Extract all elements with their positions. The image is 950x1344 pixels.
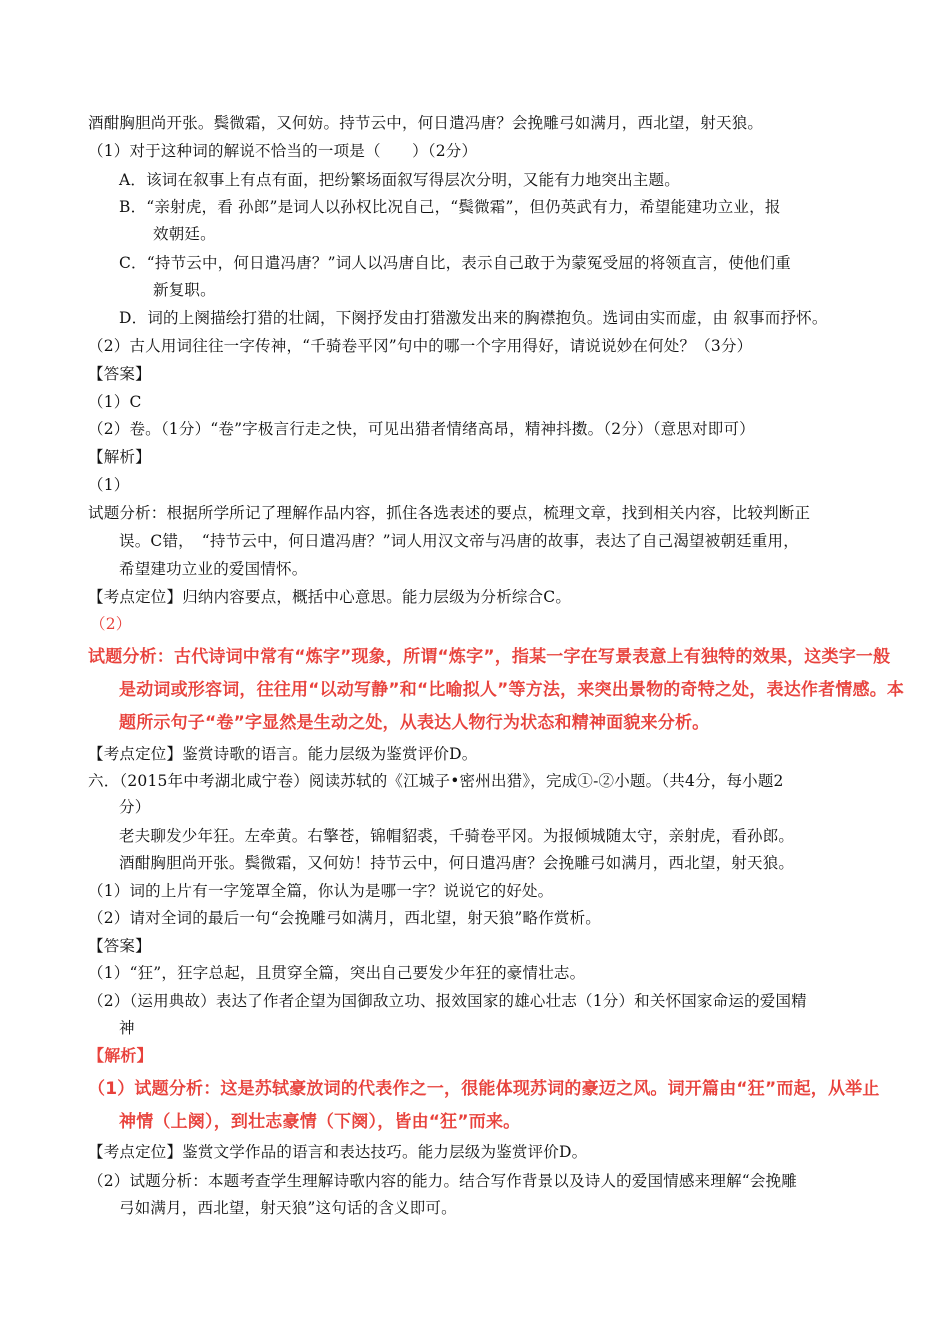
option-b: B．“亲射虎，看 孙郎”是词人以孙权比况自己，“鬓微霜”，但仍英武有力，希望能建功立业，报 xyxy=(119,198,781,216)
answer-heading: 【答案】 xyxy=(88,365,151,383)
analysis-1-label: （1） xyxy=(88,476,130,494)
analysis-2-text-cont: 是动词或形容词，往往用“以动写静”和“比喻拟人”等方法，来突出景物的奇特之处，表达作者情感。本 xyxy=(119,680,905,700)
analysis-2-text-cont2: 题所示句子“卷”字显然是生动之处，从表达人物行为状态和精神面貌来分析。 xyxy=(119,713,710,733)
q6-analysis-1-cont: 神情（上阕），到壮志豪情（下阕），皆由“狂”而来。 xyxy=(119,1112,521,1132)
option-a: A．该词在叙事上有点有面，把纷繁场面叙写得层次分明，又能有力地突出主题。 xyxy=(119,171,680,189)
analysis-1-text-cont: 误。C错， “持节云中，何日遣冯唐？”词人用汉文帝与冯唐的故事，表达了自己渴望被朝廷重用， xyxy=(119,532,799,550)
question-2: （2）古人用词往往一字传神，“千骑卷平冈”句中的哪一个字用得好，请说说妙在何处？（3分） xyxy=(88,337,753,355)
question-6-cont: 分） xyxy=(119,798,151,816)
q6-analysis-1: （1）试题分析：这是苏轼豪放词的代表作之一，很能体现苏词的豪迈之风。词开篇由“狂”而起，从举止 xyxy=(88,1079,880,1099)
q6-analysis-2: （2）试题分析：本题考查学生理解诗歌内容的能力。结合写作背景以及诗人的爱国情感来理解“会挽雕 xyxy=(88,1172,797,1190)
option-d: D．词的上阕描绘打猎的壮阔，下阕抒发由打猎激发出来的胸襟抱负。选词由实而虚，由 叙事而抒怀。 xyxy=(119,309,828,327)
q6-analysis-2-cont: 弓如满月，西北望，射天狼”这句话的含义即可。 xyxy=(119,1199,457,1217)
option-c-cont: 新复职。 xyxy=(153,281,216,299)
key-point-1: 【考点定位】归纳内容要点，概括中心意思。能力层级为分析综合C。 xyxy=(88,588,572,606)
analysis-1-text: 试题分析：根据所学所记了理解作品内容，抓住各选表述的要点，梳理文章，找到相关内容，比较判断正 xyxy=(88,504,811,522)
q6-analysis-heading: 【解析】 xyxy=(88,1046,153,1065)
question-6: 六．（2015年中考湖北咸宁卷）阅读苏轼的《江城子•密州出猎》，完成①-②小题。（共4分，每小题2 xyxy=(88,772,784,790)
question-1: （1）对于这种词的解说不恰当的一项是（ ）（2分） xyxy=(88,142,478,160)
q6-answer-2: （2）（运用典故）表达了作者企望为国御敌立功、报效国家的雄心壮志（1分）和关怀国家命运的爱国精 xyxy=(88,992,807,1010)
analysis-heading: 【解析】 xyxy=(88,448,151,466)
option-b-cont: 效朝廷。 xyxy=(153,225,216,243)
poem-line-1: 老夫聊发少年狂。左牵黄。右擎苍，锦帽貂裘，千骑卷平冈。为报倾城随太守，亲射虎，看孙郎。 xyxy=(119,827,795,845)
poem-line-2: 酒酣胸胆尚开张。鬓微霜，又何妨！持节云中，何日遣冯唐？会挽雕弓如满月，西北望，射天狼。 xyxy=(119,854,795,872)
q6-key-point: 【考点定位】鉴赏文学作品的语言和表达技巧。能力层级为鉴赏评价D。 xyxy=(88,1143,588,1161)
q6-answer-1: （1）“狂”，狂字总起，且贯穿全篇，突出自己要发少年狂的豪情壮志。 xyxy=(88,964,586,982)
answer-1: （1）C xyxy=(88,393,142,411)
q6-answer-heading: 【答案】 xyxy=(88,937,151,955)
analysis-2-label: （2） xyxy=(90,615,132,633)
option-c: C．“持节云中，何日遣冯唐？”词人以冯唐自比，表示自己敢于为蒙冤受屈的将领直言，使他们重 xyxy=(119,254,792,272)
q6-question-2: （2）请对全词的最后一句“会挽雕弓如满月，西北望，射天狼”略作赏析。 xyxy=(88,909,602,927)
analysis-2-text: 试题分析：古代诗词中常有“炼字”现象，所谓“炼字”，指某一字在写景表意上有独特的效果，这类字一般 xyxy=(88,647,891,667)
analysis-1-text-cont2: 希望建功立业的爱国情怀。 xyxy=(119,560,308,578)
q6-question-1: （1）词的上片有一字笼罩全篇，你认为是哪一字？说说它的好处。 xyxy=(88,882,554,900)
poem-line: 酒酣胸胆尚开张。鬓微霜，又何妨。持节云中，何日遣冯唐？会挽雕弓如满月，西北望，射天狼。 xyxy=(88,114,764,132)
answer-2: （2）卷。（1分）“卷”字极言行走之快，可见出猎者情绪高昂，精神抖擞。（2分）（意思对即可） xyxy=(88,420,755,438)
q6-answer-2-cont: 神 xyxy=(119,1019,135,1037)
key-point-2: 【考点定位】鉴赏诗歌的语言。能力层级为鉴赏评价D。 xyxy=(88,745,478,763)
